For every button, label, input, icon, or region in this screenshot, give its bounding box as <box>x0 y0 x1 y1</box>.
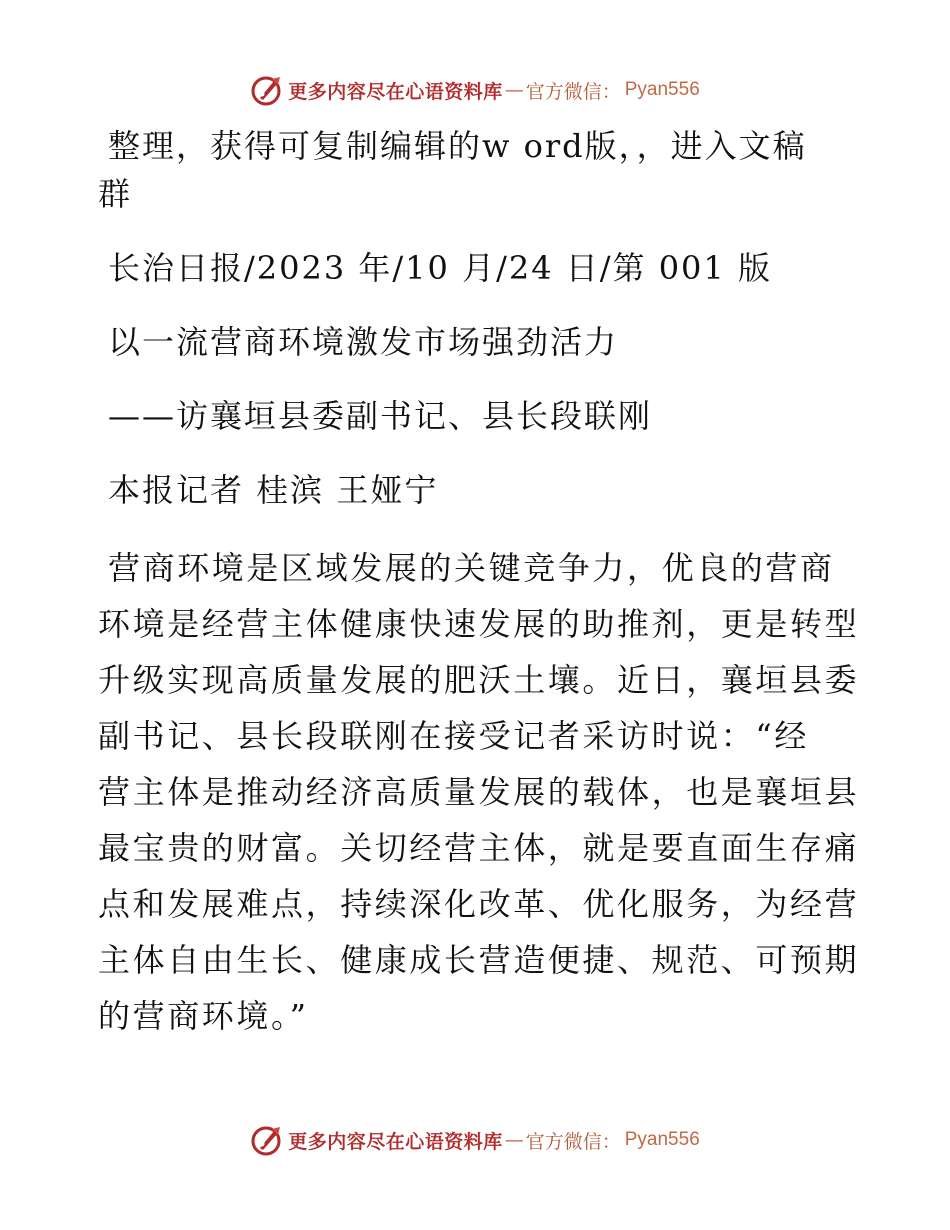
body-line: 副书记、县长段联刚在接受记者采访时说：“经 <box>98 717 809 755</box>
watermark-wechat-label: 官方微信： <box>525 1130 621 1153</box>
body-line: 主体自由生长、健康成长营造便捷、规范、可预期 <box>98 941 860 979</box>
watermark-wechat-label: 官方微信： <box>525 80 621 103</box>
document-body <box>98 122 860 1044</box>
article-subtitle: ——访襄垣县委副书记、县长段联刚 <box>108 397 653 435</box>
watermark-text: 更多内容尽在心语资料库 <box>288 1130 503 1153</box>
watermark-handle: Pyan556 <box>624 1129 700 1150</box>
body-line: 环境是经营主体健康快速发展的助推剂，更是转型 <box>98 605 860 643</box>
quill-logo-icon <box>250 73 284 107</box>
footer-watermark <box>0 1122 950 1158</box>
byline: 本报记者 桂滨 王娅宁 <box>108 471 439 509</box>
notice-line-2: 群 <box>98 175 133 213</box>
article-title: 以一流营商环境激发市场强劲活力 <box>108 323 619 361</box>
watermark-text: 更多内容尽在心语资料库 <box>288 80 503 103</box>
watermark-handle: Pyan556 <box>624 79 700 100</box>
watermark-separator: — <box>504 1129 524 1151</box>
body-paragraph <box>98 540 860 1044</box>
source-line: 长治日报/2023 年/10 月/24 日/第 001 版 <box>108 249 772 287</box>
body-line: 最宝贵的财富。关切经营主体，就是要直面生存痛 <box>98 829 860 867</box>
quill-logo-icon <box>250 1123 284 1157</box>
header-watermark <box>0 72 950 108</box>
body-line: 营商环境是区域发展的关键竞争力，优良的营商 <box>108 549 835 587</box>
notice-line-1: 整理，获得可复制编辑的w ord版，，进入文稿 <box>108 127 807 165</box>
body-line: 的营商环境。” <box>98 997 309 1035</box>
body-line: 升级实现高质量发展的肥沃土壤。近日，襄垣县委 <box>98 661 860 699</box>
body-line: 营主体是推动经济高质量发展的载体，也是襄垣县 <box>98 773 860 811</box>
watermark-separator: — <box>504 79 524 101</box>
body-line: 点和发展难点，持续深化改革、优化服务，为经营 <box>98 885 860 923</box>
